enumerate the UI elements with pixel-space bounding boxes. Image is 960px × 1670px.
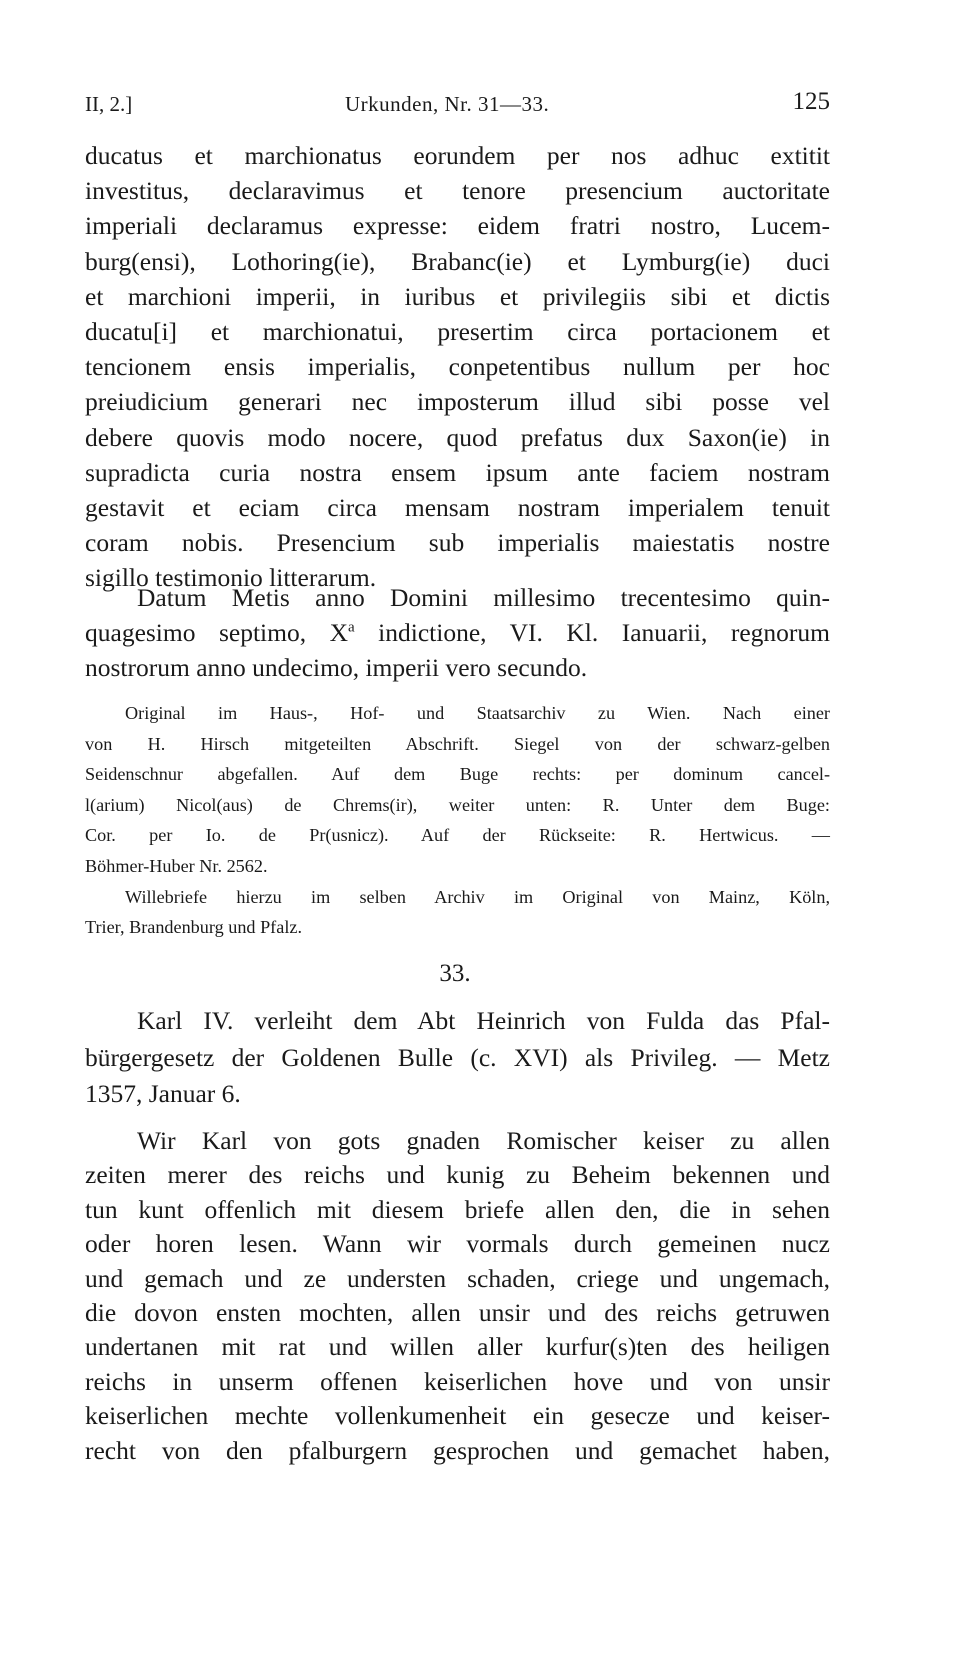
dating-line: Datum Metis anno Domini millesimo trecentesimo quin- (137, 583, 830, 612)
text-line: preiudicium generari nec imposterum illud sibi posse vel (85, 387, 830, 417)
document-number: 33. (439, 960, 471, 987)
text-line: investitus, declaravimus et tenore presencium auctoritate (85, 176, 830, 206)
main-text (85, 138, 830, 596)
text-line: et marchioni imperii, in iuribus et privilegiis sibi et dictis (85, 281, 830, 311)
note-line: l(arium) Nicol(aus) de Chrems(ir), weiter unten: R. Unter dem Buge: (85, 794, 830, 815)
text-line: sigillo testimonio litterarum. (85, 563, 377, 593)
note-line: Cor. per Io. de Pr(usnicz). Auf der Rückseite: R. Hertwicus. — (85, 825, 830, 846)
note-line: Böhmer-Huber Nr. 2562. (85, 855, 268, 876)
dating-line: nostrorum anno undecimo, imperii vero secundo. (85, 653, 588, 683)
text-line: coram nobis. Presencium sub imperialis maiestatis nostre (85, 528, 830, 558)
text-line: ducatus et marchionatus eorundem per nos adhuc extitit (85, 141, 830, 170)
note-line: Willebriefe hierzu im selben Archiv im Original von Mainz, Köln, (125, 886, 830, 907)
body-line: tun kunt offenlich mit diesem briefe allen den, die in sehen (85, 1194, 830, 1224)
body-line: reichs in unserm offenen keiserlichen hove und von unsir (85, 1366, 830, 1396)
running-header (85, 88, 830, 124)
text-line: debere quovis modo nocere, quod prefatus dux Saxon(ie) in (85, 422, 830, 452)
heading-line: Karl IV. verleiht dem Abt Heinrich von Fulda das Pfal- (137, 1006, 830, 1035)
text-line: gestavit et eciam circa mensam nostram imperialem tenuit (85, 493, 830, 523)
dating-clause (85, 580, 830, 686)
text-line: ducatu[i] et marchionatui, presertim circa portacionem et (85, 317, 830, 347)
text-line: tencionem ensis imperialis, conpetentibus nullum per hoc (85, 352, 830, 382)
heading-line: bürgergesetz der Goldenen Bulle (c. XVI) als Privileg. — Metz (85, 1042, 830, 1072)
dating-text: quagesimo septimo, X (85, 618, 349, 648)
body-line: und gemach und ze understen schaden, criege und ungemach, (85, 1263, 830, 1293)
note-line: Seidenschnur abgefallen. Auf dem Buge rechts: per dominum cancel- (85, 764, 830, 785)
text-line: burg(ensi), Lothoring(ie), Brabanc(ie) et Lymburg(ie) duci (85, 246, 830, 276)
note-line: Original im Haus-, Hof- und Staatsarchiv zu Wien. Nach einer (125, 703, 830, 723)
archival-note (85, 698, 830, 943)
text-line: imperiali declaramus expresse: eidem fratri nostro, Lucem- (85, 211, 830, 241)
body-line: recht von den pfalburgern gesprochen und gemachet haben, (85, 1435, 830, 1465)
page-number: 125 (792, 88, 830, 115)
body-line: keiserlichen mechte vollenkumenheit ein gesecze und keiser- (85, 1401, 830, 1431)
text-line: supradicta curia nostra ensem ipsum ante faciem nostram (85, 457, 830, 487)
note-line: von H. Hirsch mitgeteilten Abschrift. Siegel von der schwarz-gelben (85, 733, 830, 754)
body-line: die dovon ensten mochten, allen unsir und des reichs getruwen (85, 1298, 830, 1328)
body-line: undertanen mit rat und willen aller kurfur(s)ten des heiligen (85, 1332, 830, 1362)
dating-text: indictione, VI. Kl. Ianuarii, regnorum (354, 618, 831, 648)
header-section: II, 2.] (85, 92, 133, 116)
document-heading (85, 1003, 830, 1113)
body-line: oder horen lesen. Wann wir vormals durch gemeinen nucz (85, 1229, 830, 1259)
heading-line: 1357, Januar 6. (85, 1079, 241, 1108)
document-body (85, 1124, 830, 1468)
note-line: Trier, Brandenburg und Pfalz. (85, 917, 302, 938)
dating-superscript: a (348, 619, 355, 636)
dating-line (85, 615, 830, 650)
header-title: Urkunden, Nr. 31—33. (345, 92, 550, 116)
body-line: zeiten merer des reichs und kunig zu Beheim bekennen und (85, 1160, 830, 1190)
body-line: Wir Karl von gots gnaden Romischer keiser zu allen (137, 1126, 830, 1155)
